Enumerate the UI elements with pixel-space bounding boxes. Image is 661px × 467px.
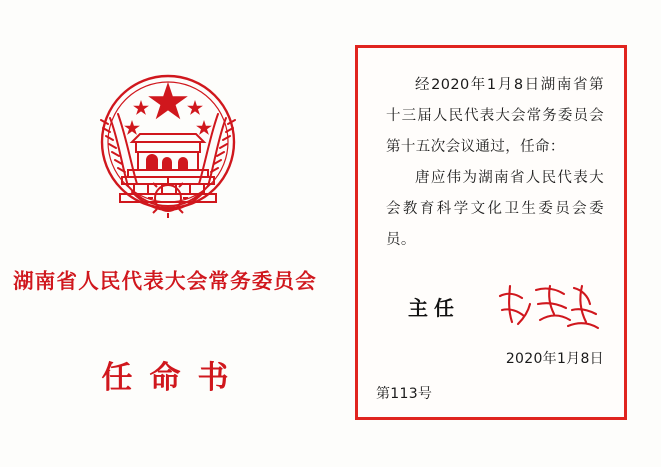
- certificate-left-page: [0, 0, 330, 467]
- signing-date: 2020年1月8日: [505, 351, 604, 367]
- signature-block: [386, 286, 604, 342]
- body-paragraph-2: 唐应伟为湖南省人民代表大会教育科学文化卫生委员会委员。: [386, 170, 604, 248]
- handwritten-signature-icon: [494, 280, 604, 336]
- body-paragraph-1: 经2020年1月8日湖南省第十三届人民代表大会常务委员会第十五次会议通过，任命：: [386, 77, 604, 155]
- national-emblem-icon: [88, 60, 248, 220]
- signature-role-label: 主任: [408, 296, 460, 320]
- certificate-right-page: [355, 45, 627, 420]
- issuing-authority-title: 湖南省人民代表大会常务委员会: [13, 269, 317, 293]
- document-number: 第113号: [376, 386, 433, 402]
- certificate-title: 任命书: [101, 360, 246, 396]
- certificate-body: [386, 70, 604, 256]
